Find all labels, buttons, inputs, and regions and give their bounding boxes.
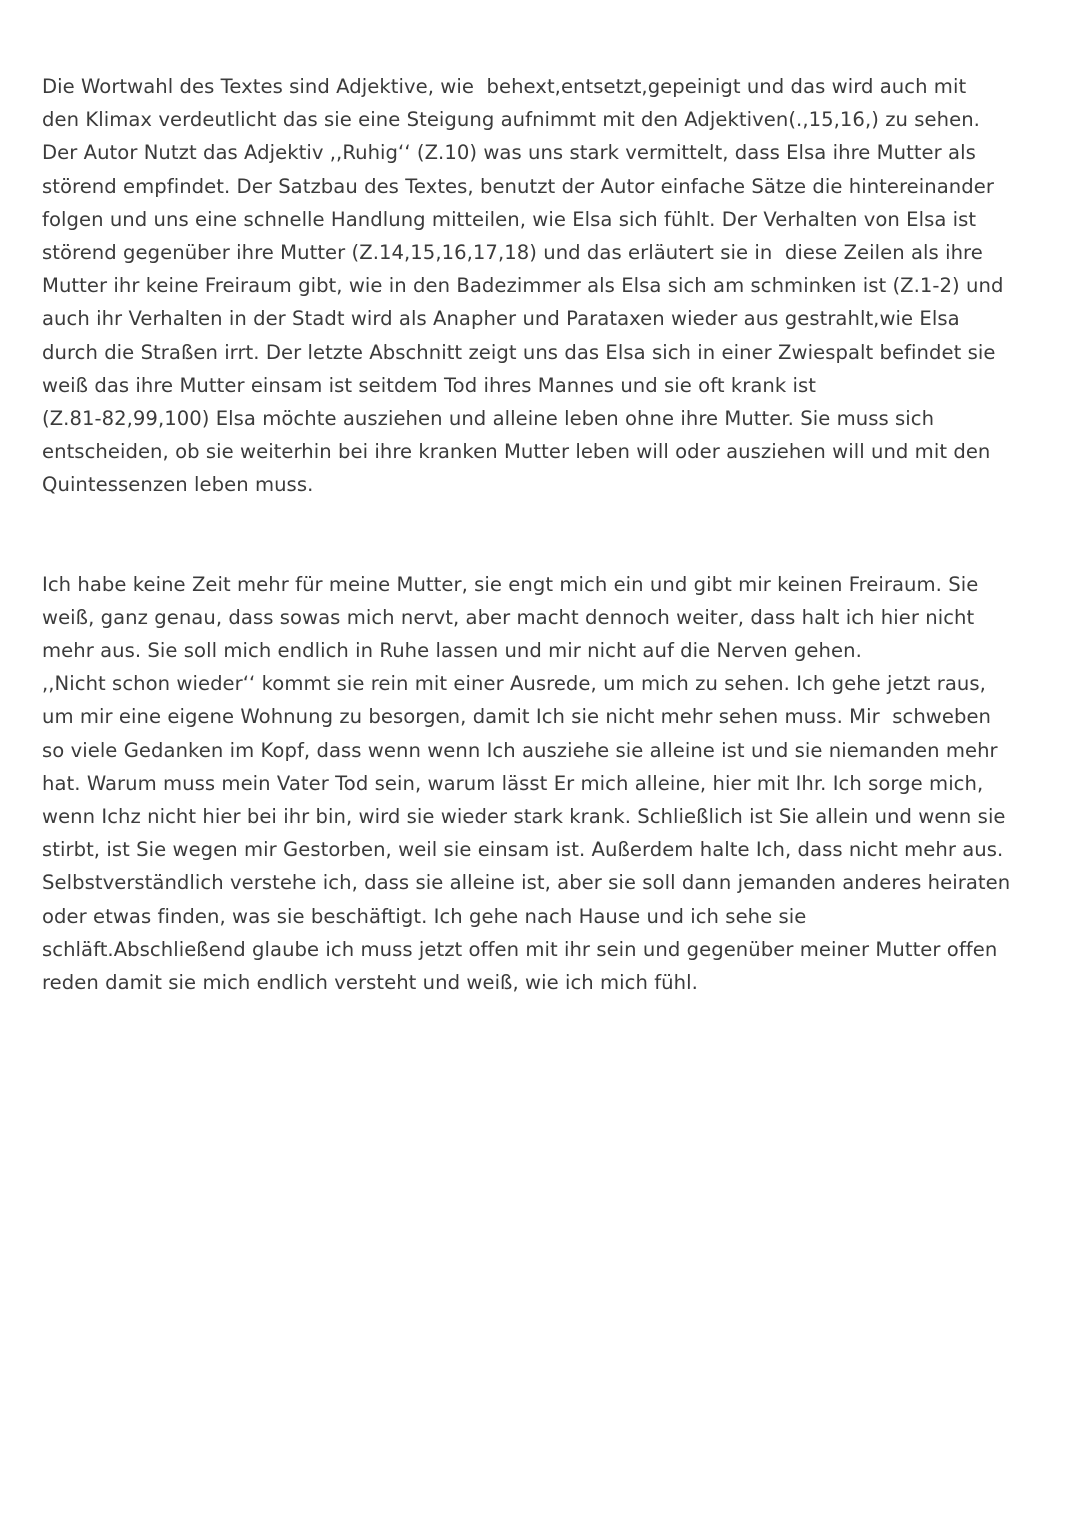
text-line: um mir eine eigene Wohnung zu besorgen, damit Ich sie nicht mehr sehen muss. Mir schweben <box>42 705 992 729</box>
document-body <box>42 70 1047 999</box>
text-line: Selbstverständlich verstehe ich, dass sie alleine ist, aber sie soll dann jemanden anderes heiraten <box>42 871 1011 895</box>
text-line: weiß, ganz genau, dass sowas mich nervt, aber macht dennoch weiter, dass halt ich hier nicht <box>42 605 975 629</box>
text-line: oder etwas finden, was sie beschäftigt. Ich gehe nach Hause und ich sehe sie <box>42 904 807 928</box>
text-line: schläft.Abschließend glaube ich muss jetzt offen mit ihr sein und gegenüber meiner Mutter offen <box>42 937 998 961</box>
text-line: folgen und uns eine schnelle Handlung mitteilen, wie Elsa sich fühlt. Der Verhalten von Elsa ist <box>42 207 977 231</box>
text-line: Die Wortwahl des Textes sind Adjektive, wie behext,entsetzt,gepeinigt und das wird auch mit <box>42 75 967 98</box>
text-line: (Z.81-82,99,100) Elsa möchte ausziehen und alleine leben ohne ihre Mutter. Sie muss sich <box>42 407 935 431</box>
paragraph-spacer <box>42 502 1047 568</box>
text-line: weiß das ihre Mutter einsam ist seitdem Tod ihres Mannes und sie oft krank ist <box>42 373 817 397</box>
text-line: den Klimax verdeutlicht das sie eine Steigung aufnimmt mit den Adjektiven(.,15,16,) zu sehen. <box>42 108 980 132</box>
text-line: stirbt, ist Sie wegen mir Gestorben, weil sie einsam ist. Außerdem halte Ich, dass nicht mehr aus. <box>42 838 1004 862</box>
text-line: störend empfindet. Der Satzbau des Textes, benutzt der Autor einfache Sätze die hintereinander <box>42 174 994 198</box>
text-line: hat. Warum muss mein Vater Tod sein, warum lässt Er mich alleine, hier mit Ihr. Ich sorge mich, <box>42 771 984 795</box>
text-line: so viele Gedanken im Kopf, dass wenn wenn Ich ausziehe sie alleine ist und sie niemanden mehr <box>42 738 998 762</box>
text-line: Quintessenzen leben muss. <box>42 473 314 497</box>
text-line: durch die Straßen irrt. Der letzte Abschnitt zeigt uns das Elsa sich in einer Zwiespalt befindet sie <box>42 340 996 364</box>
text-line: mehr aus. Sie soll mich endlich in Ruhe lassen und mir nicht auf die Nerven gehen. <box>42 639 862 663</box>
text-line: Der Autor Nutzt das Adjektiv ,,Ruhig‘‘ (Z.10) was uns stark vermittelt, dass Elsa ihre Mutter als <box>42 141 976 165</box>
text-line: auch ihr Verhalten in der Stadt wird als Anapher und Parataxen wieder aus gestrahlt,wie Elsa <box>42 307 960 331</box>
text-line: reden damit sie mich endlich versteht und weiß, wie ich mich fühl. <box>42 971 698 995</box>
text-line: wenn Ichz nicht hier bei ihr bin, wird sie wieder stark krank. Schließlich ist Sie allein und wenn sie <box>42 805 1006 829</box>
text-line: störend gegenüber ihre Mutter (Z.14,15,16,17,18) und das erläutert sie in diese Zeilen als ihre <box>42 241 983 265</box>
text-line: ,,Nicht schon wieder‘‘ kommt sie rein mit einer Ausrede, um mich zu sehen. Ich gehe jetzt raus, <box>42 672 986 696</box>
text-line: Ich habe keine Zeit mehr für meine Mutter, sie engt mich ein und gibt mir keinen Freiraum. Sie <box>42 572 979 596</box>
text-line: Mutter ihr keine Freiraum gibt, wie in den Badezimmer als Elsa sich am schminken ist (Z.1-2) und <box>42 274 1004 298</box>
paragraph-inner-monologue <box>42 568 1047 1000</box>
paragraph-analysis <box>42 70 1047 502</box>
text-line: entscheiden, ob sie weiterhin bei ihre kranken Mutter leben will oder ausziehen will und mit den <box>42 440 991 464</box>
